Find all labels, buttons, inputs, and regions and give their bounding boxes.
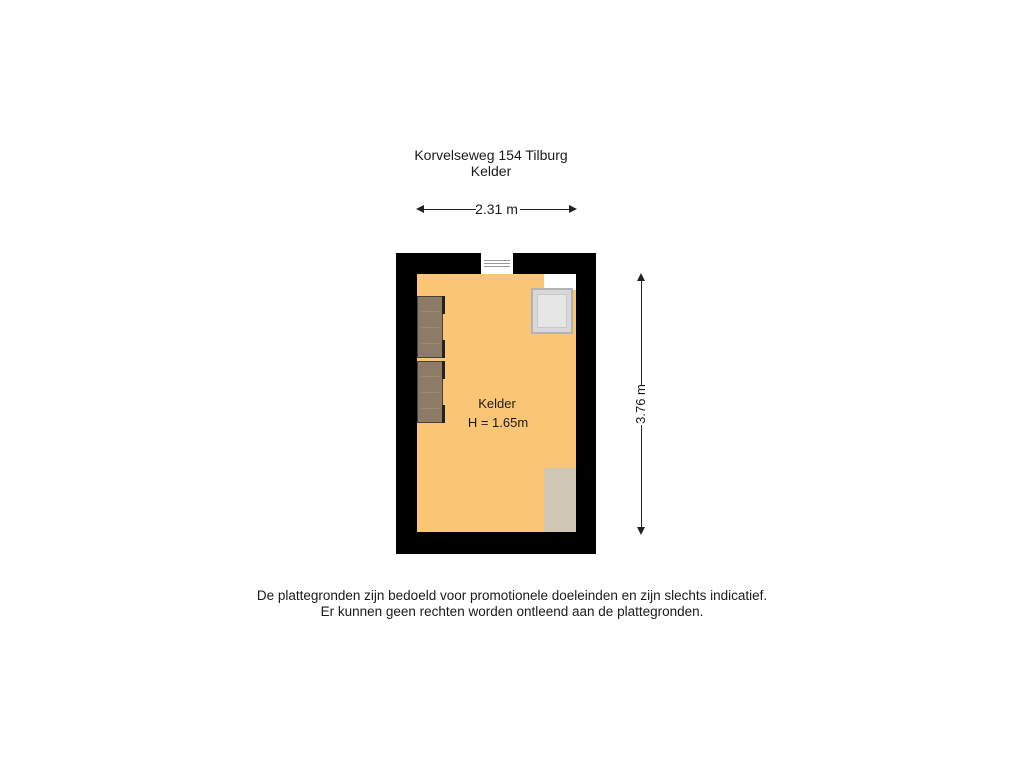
depth-label: 3.76 m [633,384,648,424]
room-name: Kelder [478,396,516,411]
cabinet-icon [417,296,443,358]
appliance-icon [531,288,573,334]
stair-area [544,468,576,532]
address-title: Korvelseweg 154 Tilburg [414,147,568,163]
window-icon [481,253,513,274]
disclaimer-line-2: Er kunnen geen rechten worden ontleend aan de plattegronden. [320,604,704,619]
disclaimer-line-1: De plattegronden zijn bedoeld voor promotionele doeleinden en zijn slechts indicatief. [256,588,768,603]
arrow-right-icon [569,205,577,213]
arrow-down-icon [637,527,645,535]
width-dimension [416,201,577,217]
floor-title: Kelder [470,163,512,179]
dimension-line-top [641,279,642,385]
dimension-line-bottom [641,425,642,529]
cabinet-icon [417,361,443,423]
width-label: 2.31 m [475,201,518,217]
room-height: H = 1.65m [467,415,529,430]
depth-dimension [632,273,650,535]
dimension-line-right [520,209,571,210]
